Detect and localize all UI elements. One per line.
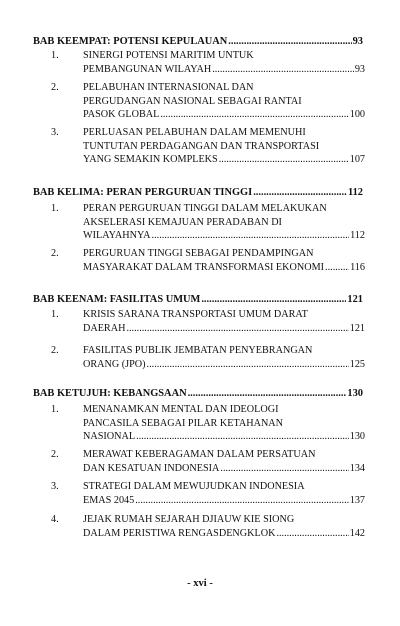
dot-leader xyxy=(188,388,347,400)
entry-text xyxy=(83,449,365,476)
entry-number: 1. xyxy=(51,203,59,214)
entry-line: ORANG (JPO) xyxy=(83,358,146,370)
entry-page-number: 112 xyxy=(350,230,365,241)
dot-leader xyxy=(228,36,351,48)
chapter-page-number: 130 xyxy=(347,388,363,399)
toc-entry[interactable] xyxy=(33,514,363,541)
entry-number: 2. xyxy=(51,82,59,93)
chapter-heading-line xyxy=(33,187,363,199)
entry-line: PERAN PERGURUAN TINGGI DALAM MELAKUKAN xyxy=(83,203,327,214)
entry-text xyxy=(83,345,365,372)
dot-leader xyxy=(219,154,349,168)
entry-line: AKSELERASI KEMAJUAN PERADABAN DI xyxy=(83,216,282,228)
dot-leader xyxy=(253,187,347,199)
dot-leader xyxy=(135,495,348,509)
chapter-heading-line xyxy=(33,388,363,400)
toc-entry[interactable] xyxy=(33,481,363,508)
entry-page-number: 134 xyxy=(349,462,365,474)
chapter-title: BAB KEEMPAT: POTENSI KEPULAUAN xyxy=(33,36,228,47)
entry-line: MENANAMKAN MENTAL DAN IDEOLOGI xyxy=(83,404,279,415)
entry-number: 1. xyxy=(51,50,59,61)
chapter-title: BAB KEENAM: FASILITAS UMUM xyxy=(33,294,201,305)
entry-line: PERGUDANGAN NASIONAL SEBAGAI RANTAI xyxy=(83,95,302,107)
entry-line: DAN KESATUAN INDONESIA xyxy=(83,462,220,474)
dot-leader xyxy=(276,528,348,542)
entry-line: NASIONAL xyxy=(83,431,136,442)
chapter-heading-line xyxy=(33,294,363,306)
entry-last-line xyxy=(83,495,365,509)
dot-leader xyxy=(152,230,350,244)
toc-entry[interactable] xyxy=(33,309,363,336)
dot-leader xyxy=(160,109,348,123)
entry-text xyxy=(83,50,365,77)
chapter-heading-line xyxy=(33,36,363,48)
entry-last-line xyxy=(83,463,365,477)
entry-line: PASOK GLOBAL xyxy=(83,109,160,120)
entry-text xyxy=(83,514,365,541)
entry-text xyxy=(83,481,365,508)
entry-page-number: 125 xyxy=(349,358,365,370)
entry-number: 2. xyxy=(51,345,59,356)
dot-leader xyxy=(325,262,349,276)
entry-line: DALAM PERISTIWA RENGASDENGKLOK xyxy=(83,527,276,539)
entry-line: YANG SEMAKIN KOMPLEKS xyxy=(83,154,218,165)
entry-line: MASYARAKAT DALAM TRANSFORMASI EKONOMI xyxy=(83,261,325,273)
entry-line: KRISIS SARANA TRANSPORTASI UMUM DARAT xyxy=(83,309,308,320)
entry-line: STRATEGI DALAM MEWUJUDKAN INDONESIA xyxy=(83,481,305,492)
entry-line: MERAWAT KEBERAGAMAN DALAM PERSATUAN xyxy=(83,449,316,460)
entry-line: PANCASILA SEBAGAI PILAR KETAHANAN xyxy=(83,417,284,429)
toc-entry[interactable] xyxy=(33,449,363,476)
entry-number: 2. xyxy=(51,449,59,460)
toc-entry[interactable] xyxy=(33,248,363,275)
dot-leader xyxy=(147,359,349,373)
toc-entry[interactable] xyxy=(33,82,363,123)
chapter-heading[interactable] xyxy=(33,36,363,48)
toc-entry[interactable] xyxy=(33,404,363,445)
entry-page-number: 137 xyxy=(349,494,365,506)
entry-line: EMAS 2045 xyxy=(83,494,135,506)
entry-number: 3. xyxy=(51,481,59,492)
dot-leader xyxy=(201,294,346,306)
dot-leader xyxy=(126,323,348,337)
entry-page-number: 107 xyxy=(349,154,365,165)
chapter-heading[interactable] xyxy=(33,388,363,400)
entry-text xyxy=(83,203,365,244)
entry-number: 1. xyxy=(51,404,59,415)
entry-line: WILAYAHNYA xyxy=(83,230,151,241)
entry-number: 3. xyxy=(51,127,59,138)
entry-line: JEJAK RUMAH SEJARAH DJIAUW KIE SIONG xyxy=(83,514,295,525)
entry-line: DAERAH xyxy=(83,322,126,334)
entry-page-number: 130 xyxy=(349,431,365,442)
toc-entry[interactable] xyxy=(33,203,363,244)
entry-line: TUNTUTAN PERDAGANGAN DAN TRANSPORTASI xyxy=(83,140,320,152)
entry-last-line xyxy=(83,230,365,244)
entry-text xyxy=(83,309,365,336)
entry-page-number: 116 xyxy=(350,261,365,273)
entry-line: FASILITAS PUBLIK JEMBATAN PENYEBRANGAN xyxy=(83,345,313,356)
entry-last-line xyxy=(83,64,365,78)
entry-line: PERLUASAN PELABUHAN DALAM MEMENUHI xyxy=(83,127,306,138)
chapter-page-number: 121 xyxy=(347,294,363,305)
chapter-page-number: 93 xyxy=(352,36,363,47)
toc-entry[interactable] xyxy=(33,127,363,168)
dot-leader xyxy=(136,431,349,445)
toc-entry[interactable] xyxy=(33,345,363,372)
entry-last-line xyxy=(83,323,365,337)
entry-page-number: 142 xyxy=(349,527,365,539)
entry-last-line xyxy=(83,109,365,123)
entry-last-line xyxy=(83,262,365,276)
dot-leader xyxy=(220,463,348,477)
entry-last-line xyxy=(83,154,365,168)
entry-line: PEMBANGUNAN WILAYAH xyxy=(83,63,212,75)
entry-text xyxy=(83,82,365,123)
entry-number: 2. xyxy=(51,248,59,259)
page-number-footer: - xvi - xyxy=(187,578,213,589)
entry-number: 4. xyxy=(51,514,59,525)
entry-number: 1. xyxy=(51,309,59,320)
entry-line: PELABUHAN INTERNASIONAL DAN xyxy=(83,82,254,93)
chapter-title: BAB KETUJUH: KEBANGSAAN xyxy=(33,388,187,399)
entry-page-number: 121 xyxy=(349,322,365,334)
entry-last-line xyxy=(83,431,365,445)
entry-last-line xyxy=(83,359,365,373)
entry-page-number: 93 xyxy=(354,63,365,75)
chapter-heading[interactable] xyxy=(33,294,363,306)
entry-text xyxy=(83,248,365,275)
toc-entry[interactable] xyxy=(33,50,363,77)
dot-leader xyxy=(212,64,354,78)
entry-last-line xyxy=(83,528,365,542)
entry-page-number: 100 xyxy=(349,109,365,120)
entry-line: PERGURUAN TINGGI SEBAGAI PENDAMPINGAN xyxy=(83,248,314,259)
entry-text xyxy=(83,127,365,168)
entry-text xyxy=(83,404,365,445)
chapter-page-number: 112 xyxy=(347,187,363,198)
chapter-heading[interactable] xyxy=(33,187,363,199)
chapter-title: BAB KELIMA: PERAN PERGURUAN TINGGI xyxy=(33,187,253,198)
entry-line: SINERGI POTENSI MARITIM UNTUK xyxy=(83,50,254,61)
